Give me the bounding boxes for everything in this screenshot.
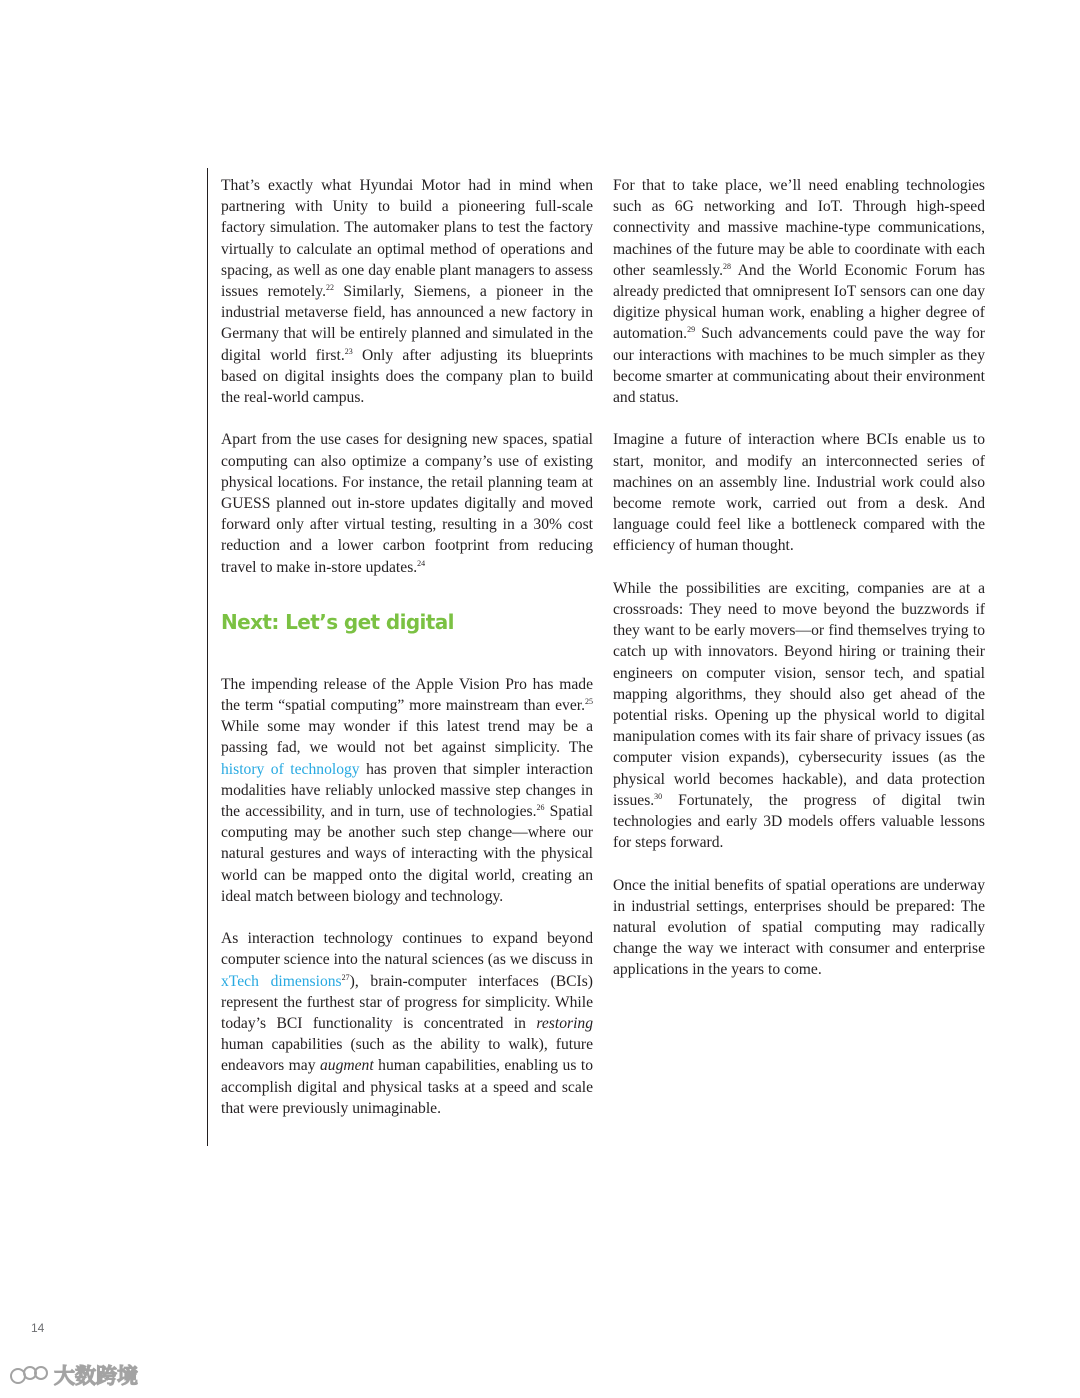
footnote-ref: 22 <box>325 283 334 293</box>
footnote-ref: 27 <box>341 972 350 982</box>
body-text: Such advancements could pave the way for our interactions with machines to be much simpler as they become smarter at communicating about their environment and status. <box>613 325 985 407</box>
paragraph <box>613 875 985 981</box>
emphasis-text: restoring <box>536 1015 593 1033</box>
footnote-ref: 29 <box>687 325 696 335</box>
body-text: Once the initial benefits of spatial operations are underway in industrial settings, enterprises should be prepared: The natural evolution of spatial computing may radically change the way we interact with consumer and enterprise applications in the years to come. <box>613 876 985 979</box>
body-text: While the possibilities are exciting, companies are at a crossroads: They need to move beyond the buzzwords if they want to be early movers—or find themselves trying to catch up with innovators. Beyond hiring or training their engineers on computer vision, sensor tech, and spatial mapping algorithms, they should also get ahead of the potential risks. Opening up the physical world to digital manipulation comes with its fair share of privacy issues (as computer vision expands), cybersecurity issues (as the physical world becomes hackable), and data protection issues. <box>613 579 985 809</box>
body-text: Similarly, Siemens, a pioneer in the industrial metaverse field, has announced a new factory in Germany that will be entirely planned and simulated in the digital world first. <box>221 283 593 364</box>
footnote-ref: 23 <box>344 346 353 356</box>
body-text: has proven that simpler interaction modalities have reliably unlocked massive step changes in the accessibility, and in turn, use of technologies. <box>221 760 593 821</box>
body-text: As interaction technology continues to expand beyond computer science into the natural sciences (as we discuss in <box>221 930 593 969</box>
watermark <box>8 1360 138 1390</box>
body-text: Only after adjusting its blueprints based on digital insights does the company plan to build the real-world campus. <box>221 346 594 407</box>
section-heading: Next: Let’s get digital <box>221 609 454 634</box>
paragraph <box>221 928 593 1119</box>
paragraph <box>613 429 985 556</box>
body-text: human capabilities, enabling us to accomplish digital and physical tasks at a speed and scale that were previously unimaginable. <box>221 1057 594 1117</box>
paragraph <box>221 674 593 907</box>
body-text: Imagine a future of interaction where BCIs enable us to start, monitor, and modify an interconnected series of machines on an assembly line. Industrial work could also become remote work, carried out from a desk. And language could feel like a bottleneck compared with the efficiency of human thought. <box>613 431 985 555</box>
footnote-ref: 24 <box>417 558 426 568</box>
watermark-logo-icon <box>8 1362 50 1388</box>
emphasis-text: augment <box>319 1057 374 1075</box>
left-column <box>221 175 593 1140</box>
footnote-ref: 30 <box>654 791 663 801</box>
paragraph <box>221 429 593 577</box>
page-number: 14 <box>31 1321 45 1335</box>
body-text: human capabilities (such as the ability to walk), future endeavors may <box>221 1036 593 1075</box>
right-column <box>613 175 985 1002</box>
paragraph <box>221 175 593 408</box>
footnote-ref: 26 <box>536 803 545 813</box>
body-text: ), brain-computer interfaces (BCIs) represent the furthest star of progress for simplicity. While today’s BCI functionality is concentrated in <box>221 972 593 1033</box>
body-text: For that to take place, we’ll need enabling technologies such as 6G networking and IoT. Through high-speed connectivity and massive machine-type communications, machines of the future may be able to coordinate with each other seamlessly. <box>613 177 985 279</box>
body-text: Fortunately, the progress of digital twin technologies and early 3D models offers valuable lessons for steps forward. <box>613 791 985 852</box>
body-text: That’s exactly what Hyundai Motor had in mind when partnering with Unity to build a pioneering full-scale factory simulation. The automaker plans to test the factory virtually to calculate an optimal method of operations and spacing, as well as one day enable plant managers to assess issues remotely. <box>221 177 593 301</box>
paragraph <box>613 175 985 408</box>
body-text: While some may wonder if this latest trend may be a passing fad, we would not bet against simplicity. The <box>221 718 593 757</box>
footnote-ref: 28 <box>723 261 731 271</box>
body-text: Spatial computing may be another such step change—where our natural gestures and ways of interacting with the physical world can be mapped onto the digital world, creating an ideal match between biology and technology. <box>221 803 593 905</box>
column-rule <box>207 168 208 1146</box>
body-text: Apart from the use cases for designing new spaces, spatial computing can also optimize a company’s use of existing physical locations. For instance, the retail planning team at GUESS planned out in-store updates digitally and moved forward only after virtual testing, resulting in a 30% cost reduction and a lower carbon footprint from reducing travel to make in-store updates. <box>221 431 593 576</box>
footnote-ref: 25 <box>585 697 593 707</box>
body-text: The impending release of the Apple Vision Pro has made the term “spatial computing” more mainstream than ever. <box>221 675 593 715</box>
body-text: And the World Economic Forum has already predicted that omnipresent IoT sensors can one day digitize physical human work, enabling a higher degree of automation. <box>613 261 985 343</box>
watermark-text: 大数跨境 <box>54 1364 138 1388</box>
inline-link[interactable]: xTech dimensions <box>221 972 342 990</box>
inline-link[interactable]: history of technology <box>221 760 360 778</box>
paragraph <box>613 578 985 854</box>
